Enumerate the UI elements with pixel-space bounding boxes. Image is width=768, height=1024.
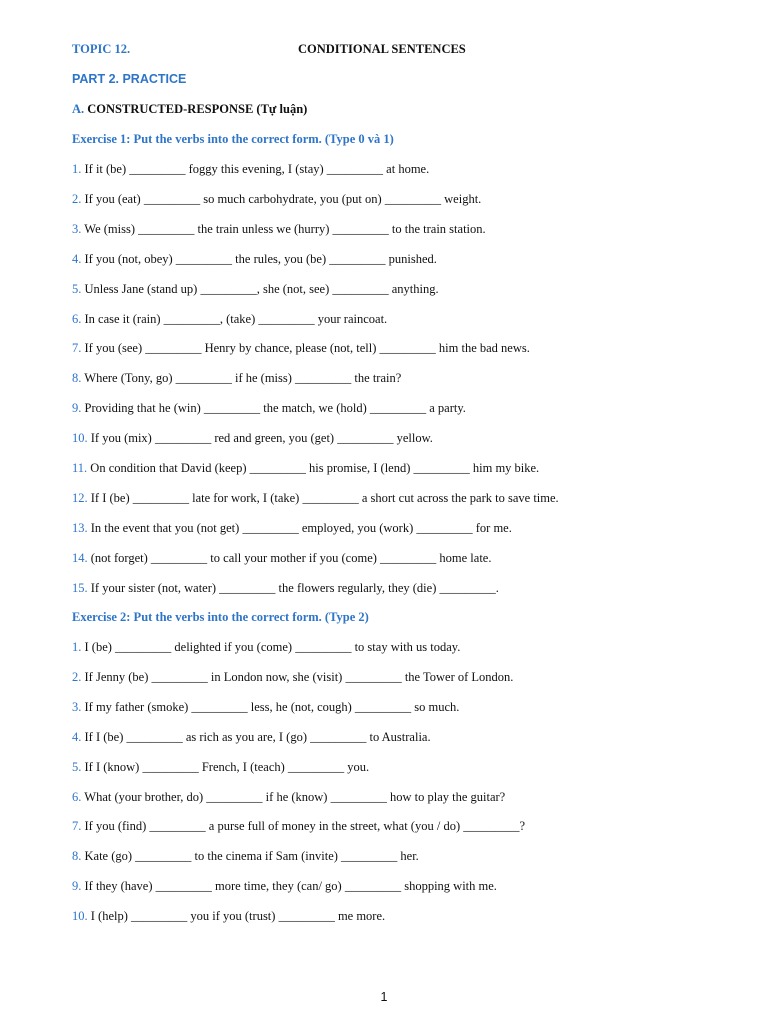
question-item	[72, 908, 728, 924]
question-item	[72, 400, 728, 416]
question-number: 1.	[72, 162, 82, 176]
question-item	[72, 789, 728, 805]
question-item	[72, 340, 728, 356]
question-item	[72, 848, 728, 864]
question-number: 4.	[72, 251, 82, 266]
question-number: 12.	[72, 490, 88, 505]
question-item	[72, 550, 728, 566]
question-text: If I (be) _________ as rich as you are, I (go) _________ to Australia.	[84, 729, 431, 744]
question-number: 3.	[72, 221, 82, 236]
question-number: 3.	[72, 699, 82, 714]
question-text: If I (be) _________ late for work, I (take) _________ a short cut across the park to save time.	[90, 490, 559, 505]
question-number: 7.	[72, 341, 82, 356]
question-text: If you (eat) _________ so much carbohydrate, you (put on) _________ weight.	[84, 191, 482, 206]
exercise-1-title: Exercise 1: Put the verbs into the correct form. (Type 0 và 1)	[72, 132, 394, 146]
question-item	[72, 430, 728, 446]
exercise-2-title: Exercise 2: Put the verbs into the correct form. (Type 2)	[72, 610, 369, 624]
question-text: In case it (rain) _________, (take) _________ your raincoat.	[84, 311, 388, 326]
question-text: If you (find) _________ a purse full of money in the street, what (you / do) _________?	[84, 819, 526, 834]
question-item	[72, 221, 728, 237]
question-text: If Jenny (be) _________ in London now, she (visit) _________ the Tower of London.	[84, 669, 514, 684]
question-item	[72, 639, 728, 655]
question-text: If I (know) _________ French, I (teach) _________ you.	[84, 759, 370, 774]
question-number: 10.	[72, 909, 88, 924]
question-number: 8.	[72, 849, 82, 864]
question-item	[72, 460, 728, 476]
question-text: I (be) _________ delighted if you (come) _________ to stay with us today.	[84, 640, 461, 654]
question-number: 10.	[72, 431, 88, 446]
question-number: 15.	[72, 580, 88, 595]
question-item	[72, 311, 728, 327]
question-number: 13.	[72, 520, 88, 535]
topic-label: TOPIC 12.	[72, 42, 131, 56]
question-item	[72, 759, 728, 775]
question-item	[72, 818, 728, 834]
question-item	[72, 669, 728, 685]
question-text: (not forget) _________ to call your mother if you (come) _________ home late.	[90, 550, 492, 565]
question-number: 5.	[72, 281, 82, 296]
question-text: If you (see) _________ Henry by chance, please (not, tell) _________ him the bad news.	[84, 341, 530, 356]
question-number: 5.	[72, 759, 82, 774]
page-number: 1	[380, 990, 388, 1004]
question-text: We (miss) _________ the train unless we (hurry) _________ to the train station.	[84, 221, 486, 236]
question-item	[72, 580, 728, 596]
section-heading	[72, 101, 728, 117]
question-text: Where (Tony, go) _________ if he (miss) _________ the train?	[84, 371, 402, 386]
question-text: If they (have) _________ more time, they (can/ go) _________ shopping with me.	[84, 879, 497, 894]
question-text: Kate (go) _________ to the cinema if Sam (invite) _________ her.	[84, 849, 419, 864]
question-number: 9.	[72, 879, 82, 894]
question-text: If you (mix) _________ red and green, you (get) _________ yellow.	[90, 431, 433, 446]
question-item	[72, 281, 728, 297]
question-item	[72, 251, 728, 267]
question-number: 1.	[72, 640, 82, 654]
question-number: 2.	[72, 191, 82, 206]
page-title: CONDITIONAL SENTENCES	[298, 42, 466, 56]
question-number: 2.	[72, 669, 82, 684]
question-item	[72, 699, 728, 715]
question-text: Unless Jane (stand up) _________, she (not, see) _________ anything.	[84, 281, 439, 296]
question-item	[72, 161, 728, 177]
question-text: What (your brother, do) _________ if he (know) _________ how to play the guitar?	[84, 789, 506, 804]
question-number: 8.	[72, 371, 82, 386]
question-text: If you (not, obey) _________ the rules, you (be) _________ punished.	[84, 251, 437, 266]
question-number: 7.	[72, 819, 82, 834]
question-item	[72, 878, 728, 894]
question-number: 4.	[72, 729, 82, 744]
question-number: 9.	[72, 401, 82, 416]
question-item	[72, 490, 728, 506]
question-number: 11.	[72, 461, 88, 475]
question-number: 14.	[72, 550, 88, 565]
question-text: In the event that you (not get) _________ employed, you (work) _________ for me.	[90, 520, 512, 535]
question-text: On condition that David (keep) _________ his promise, I (lend) _________ him my bike.	[90, 461, 540, 475]
question-text: If my father (smoke) _________ less, he (not, cough) _________ so much.	[84, 699, 460, 714]
part-heading: PART 2. PRACTICE	[72, 72, 187, 86]
question-text: If your sister (not, water) _________ the flowers regularly, they (die) _________.	[90, 580, 499, 595]
question-number: 6.	[72, 311, 82, 326]
question-item	[72, 520, 728, 536]
question-text: Providing that he (win) _________ the match, we (hold) _________ a party.	[84, 401, 466, 416]
question-item	[72, 370, 728, 386]
question-item	[72, 191, 728, 207]
question-text: I (help) _________ you if you (trust) _________ me more.	[90, 909, 386, 924]
section-title: CONSTRUCTED-RESPONSE (Tự luận)	[87, 102, 308, 116]
question-number: 6.	[72, 789, 82, 804]
question-text: If it (be) _________ foggy this evening, I (stay) _________ at home.	[84, 162, 430, 176]
section-letter: A.	[72, 102, 85, 116]
question-item	[72, 729, 728, 745]
